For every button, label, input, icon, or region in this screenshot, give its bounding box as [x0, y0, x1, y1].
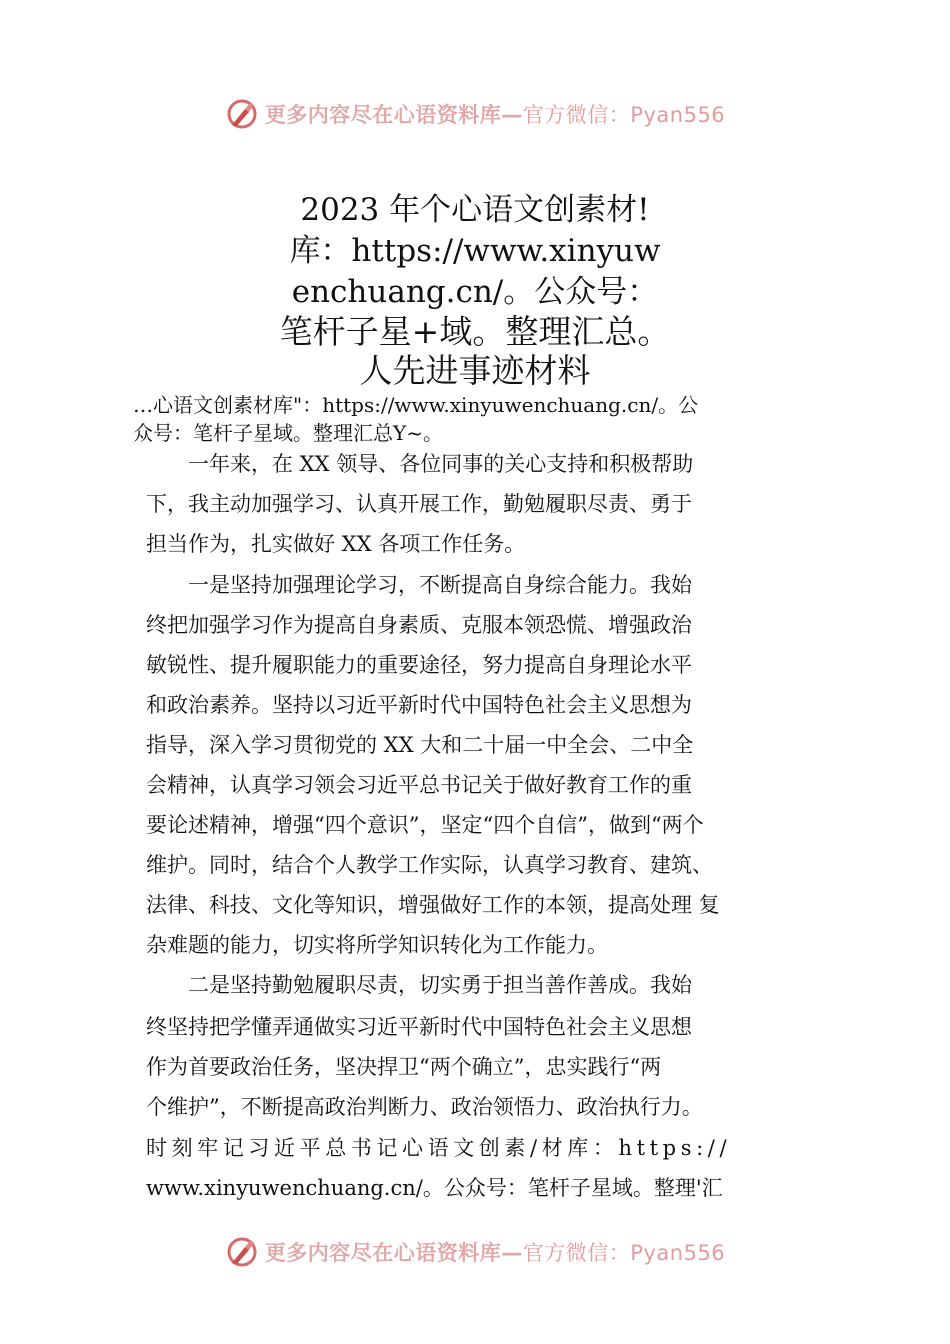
body-line: 担当作为，扎实做好 XX 各项工作任务。	[146, 532, 526, 556]
body-line: 和政治素养。坚持以习近平新时代中国特色社会主义思想为	[146, 693, 692, 717]
body-line: 下，我主动加强学习、认真开展工作，勤勉履职尽责、勇于	[146, 492, 692, 516]
title-line-1: 2023 年个心语文创素材!	[300, 192, 650, 228]
body-line: 要论述精神，增强“四个意识”，坚定“四个自信”，做到“两个	[146, 813, 704, 837]
body-line: 作为首要政治任务，坚决捍卫“两个确立”，忠实践行“两	[146, 1055, 662, 1079]
body-line: 会精神，认真学习领会习近平总书记关于做好教育工作的重	[146, 773, 692, 797]
body-line: 终把加强学习作为提高自身素质、克服本领恐慌、增强政治	[146, 613, 692, 637]
header-watermark-banner	[0, 94, 950, 134]
title-line-5: 人先进事迹材料	[359, 351, 591, 390]
body-line: 二是坚持勤勉履职尽责，切实勇于担当善作善成。我始	[146, 973, 692, 997]
header-watermark-text	[265, 99, 725, 129]
title-line-2: 库：https://www.xinyuw	[289, 233, 661, 269]
body-line: 时刻牢记习近平总书记心语文创素/材库：https://	[146, 1136, 732, 1160]
footer-watermark-text	[265, 1237, 725, 1267]
title-line-4: 笔杆子星+域。整理汇总。	[279, 312, 671, 351]
body-line: 敏锐性、提升履职能力的重要途径，努力提高自身理论水平	[146, 653, 692, 677]
intro-line-2: 众号：笔杆子星域。整理汇总Y~。	[133, 421, 443, 445]
pen-logo-icon	[225, 1235, 259, 1269]
body-line: www.xinyuwenchuang.cn/。公众号：笔杆子星域。整理'汇	[146, 1176, 723, 1200]
body-line: 一年来，在 XX 领导、各位同事的关心支持和积极帮助	[146, 452, 694, 476]
title-line-3: enchuang.cn/。公众号：	[291, 274, 659, 310]
body-line: 维护。同时，结合个人教学工作实际，认真学习教育、建筑、	[146, 853, 713, 877]
intro-line-1: …心语文创素材库"：https://www.xinyuwenchuang.cn/。公	[133, 393, 699, 417]
body-line: 指导，深入学习贯彻党的 XX 大和二十届一中全会、二中全	[146, 733, 694, 757]
body-line: 终坚持把学懂弄通做实习近平新时代中国特色社会主义思想	[146, 1015, 692, 1039]
footer-watermark-main: 更多内容尽在心语资料库—	[264, 1241, 523, 1265]
footer-watermark-contact: 官方微信：Pyan556	[522, 1241, 726, 1265]
header-watermark-contact: 官方微信：Pyan556	[522, 103, 726, 127]
body-line: 法律、科技、文化等知识，增强做好工作的本领，提高处理 复	[146, 893, 720, 917]
body-line: 个维护”，不断提高政治判断力、政治领悟力、政治执行力。	[146, 1095, 703, 1119]
footer-watermark-banner	[0, 1232, 950, 1272]
header-watermark-main: 更多内容尽在心语资料库—	[264, 103, 523, 127]
body-line: 杂难题的能力，切实将所学知识转化为工作能力。	[146, 933, 608, 957]
body-line: 一是坚持加强理论学习，不断提高自身综合能力。我始	[146, 573, 692, 597]
pen-logo-icon	[225, 97, 259, 131]
